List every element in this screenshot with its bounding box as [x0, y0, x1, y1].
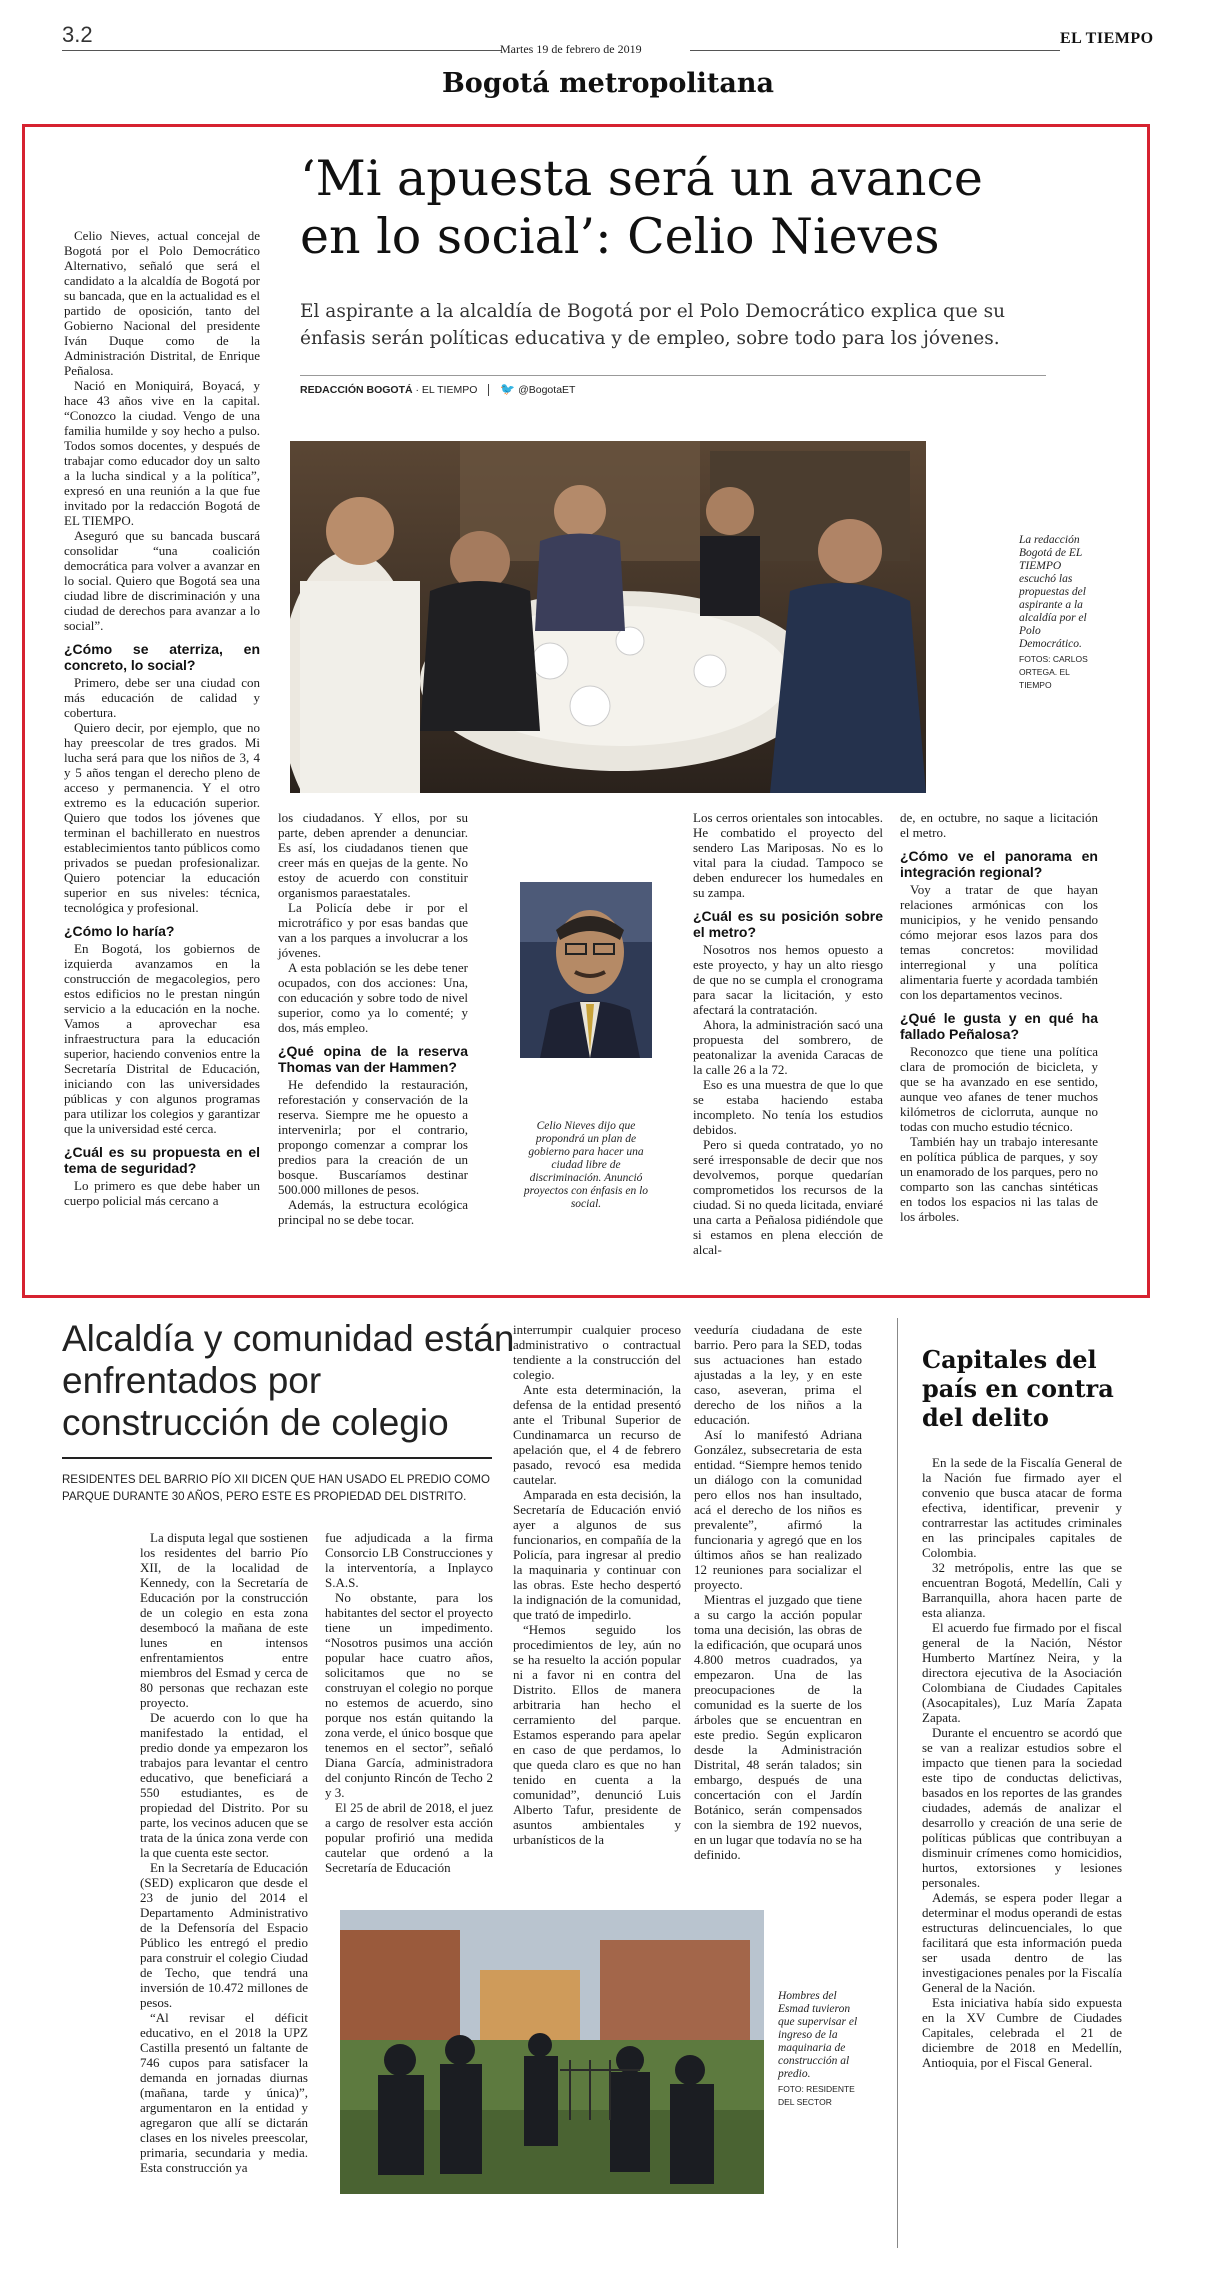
header-rule-right — [690, 50, 1060, 51]
esmad-photo-credit: FOTO: RESIDENTE DEL SECTOR — [778, 2084, 855, 2107]
interview-photo-credit: FOTOS: CARLOS ORTEGA. EL TIEMPO — [1019, 654, 1088, 690]
second-dek: RESIDENTES DEL BARRIO PÍO XII DICEN QUE HAN USADO EL PREDIO COMO PARQUE DURANTE 30 AÑOS, PERO ESTE ES PROPIEDAD DEL DISTRITO. — [62, 1474, 490, 1503]
twitter-bird-icon: 🐦 — [500, 382, 516, 396]
article-paragraph: los ciudadanos. Y ellos, por su parte, deben aprender a denunciar. Es así, los ciudadanos tienen que creer más en quejas de la gente. No estoy de acuerdo con constituir organismos paraestatales. — [278, 810, 468, 900]
byline-author: REDACCIÓN BOGOTÁ — [300, 384, 413, 396]
portrait-illustration — [520, 882, 652, 1058]
article-paragraph: He defendido la restauración, reforestación y conservación de la reserva. Siempre me he opuesto a intervenirla; por el contrario, propongo comenzar a comprar los predios para la creación de un bosque. Buscaríamos destinar 500.000 millones de pesos. — [278, 1077, 468, 1197]
article-paragraph: “Al revisar el déficit educativo, en el 2018 la UPZ Castilla presentó un faltante de 746 cupos para satisfacer la demanda en jornadas diurnas (mañana, tarde y única)”, argumentaron en la entidad y agregaron que allí se dictarán clases en los niveles preescolar, primaria, secundaria y media. Esta construcción ya — [140, 2010, 308, 2175]
article-paragraph: Aseguró que su bancada buscará consolidar “una coalición democrática para volver a avanzar en lo social. Quiero que Bogotá sea una ciudad libre de discriminación y una ciudad de derechos para avanzar a lo social”. — [64, 528, 260, 633]
portrait-caption: Celio Nieves dijo que propondrá un plan de gobierno para hacer una ciudad libre de discriminación. Anunció proyectos con énfasis en lo social. — [523, 1120, 649, 1210]
article-paragraph: fue adjudicada a la firma Consorcio LB Construcciones y la interventoría, a Inplayco S.A.S. — [325, 1530, 493, 1590]
main-headline — [300, 150, 1120, 266]
sidebar-headline: Capitales del país en contra del delito — [922, 1345, 1114, 1432]
sidebar-paragraph: El acuerdo fue firmado por el fiscal general de la Nación, Néstor Humberto Martínez Neira, y la directora ejecutiva de la Asociación Colombiana de Ciudades Capitales (Asocapitales), Luz María Zapata Zapata. — [922, 1620, 1122, 1725]
sidebar-body — [922, 1455, 1122, 2070]
article-paragraph: También hay un trabajo interesante en política pública de parques, y soy un enamorado de los parques, pero no comparto son las canchas sintéticas en todos los espacios ni las talas de los árboles. — [900, 1134, 1098, 1224]
article-paragraph: Pero si queda contratado, yo no seré irresponsable de decir que nos devolvemos, porque quedarían comprometidos los recursos de la ciudad. Si no queda licitada, enviaré una carta a Peñalosa pidiéndole que si estamos en plena elección de alcal- — [693, 1137, 883, 1257]
subhead-question: ¿Cuál es su propuesta en el tema de seguridad? — [64, 1144, 260, 1176]
article-paragraph: Eso es una muestra de que lo que se estaba haciendo estaba incompleto. No tenía los estudios debidos. — [693, 1077, 883, 1137]
subhead-question: ¿Qué opina de la reserva Thomas van der Hammen? — [278, 1043, 468, 1075]
interview-photo-caption — [1019, 534, 1099, 692]
article-paragraph: El 25 de abril de 2018, el juez a cargo de resolver esta acción popular profirió una medida cautelar que ordenó a la Secretaría de Educación — [325, 1800, 493, 1875]
article-paragraph: Ante esta determinación, la defensa de la entidad presentó ante el Tribunal Superior de Cundinamarca un recurso de apelación que, el 4 de febrero pasado, revocó esa medida cautelar. — [513, 1382, 681, 1487]
newspaper-logo: EL TIEMPO — [1060, 30, 1154, 47]
article-paragraph: En la Secretaría de Educación (SED) explicaron que desde el 23 de junio del 2014 el Departamento Administrativo de la Defensoría del Espacio Público les entregó el predio para construir el colegio Ciudad de Techo, que tendrá una inversión de 10.472 millones de pesos. — [140, 1860, 308, 2010]
article-paragraph: A esta población se les debe tener ocupados, con dos acciones: Una, con educación y sobre todo de nivel superior, como ya lo comenté; y dos, más empleo. — [278, 960, 468, 1035]
article-paragraph: de, en octubre, no saque a licitación el metro. — [900, 810, 1098, 840]
sidebar-paragraph: En la sede de la Fiscalía General de la Nación fue firmado ayer el convenio que busca atacar de forma efectiva, identificar, prevenir y contrarrestar las actitudes criminales en las principales capitales de Colombia. — [922, 1455, 1122, 1560]
article-paragraph: Voy a tratar de que hayan relaciones armónicas con los municipios, y he venido pensando cómo mejorar esos lazos para dos temas concretos: movilidad interregional y una política alimentaria fuerte y acordada también con los departamentos vecinos. — [900, 882, 1098, 1002]
twitter-handle[interactable]: @BogotaET — [518, 384, 576, 396]
article-paragraph: Celio Nieves, actual concejal de Bogotá por el Polo Democrático Alternativo, señaló que será el candidato a la alcaldía de Bogotá por su bancada, que en la actualidad es el partido de oposición, tanto del Gobierno Nacional del presidente Iván Duque como de la Administración Distrital, de Enrique Peñalosa. — [64, 228, 260, 378]
interview-photo-caption-text: La redacción Bogotá de EL TIEMPO escuchó las propuestas del aspirante a la alcaldía por el Polo Democrático. — [1019, 534, 1087, 650]
sidebar-divider — [897, 1318, 898, 2248]
second-col-4 — [694, 1322, 862, 1862]
article-paragraph: veeduría ciudadana de este barrio. Pero para la SED, todas sus actuaciones han estado ajustadas a la ley, y en este caso, aseveran, prima el derecho de los niños a la educación. — [694, 1322, 862, 1427]
second-col-3 — [513, 1322, 681, 1847]
subhead-question: ¿Cómo ve el panorama en integración regional? — [900, 848, 1098, 880]
subhead-question: ¿Cómo se aterriza, en concreto, lo social? — [64, 641, 260, 673]
article-paragraph: La Policía debe ir por el microtráfico y por esas bandas que van a los parques a involucrar a los jóvenes. — [278, 900, 468, 960]
header-date: Martes 19 de febrero de 2019 — [500, 42, 642, 56]
section-title: Bogotá metropolitana — [441, 68, 775, 99]
sidebar-paragraph: Esta iniciativa había sido expuesta en la XV Cumbre de Ciudades Capitales, celebrada el 21 de diciembre de 2018 en Medellín, Antioquia, por el Fiscal General. — [922, 1995, 1122, 2070]
byline — [300, 382, 575, 396]
sidebar-paragraph: Además, se espera poder llegar a determinar el modus operandi de estas estructuras delincuenciales, lo que facilitará que esta información pueda ser usada dentro de las investigaciones penales por la Fiscalía General de la Nación. — [922, 1890, 1122, 1995]
esmad-photo — [340, 1910, 764, 2194]
header-rule-left — [62, 50, 502, 51]
esmad-photo-illustration — [340, 1910, 764, 2194]
article-paragraph: Mientras el juzgado que tiene a su cargo la acción popular toma una decisión, las obras de la edificación, que ocupará unos 4.800 metros cuadrados, ya empezaron. Una de las preocupaciones de la comunidad es la suerte de los árboles que se encuentran en este predio. Según explicaron desde la Administración Distrital, 48 serán talados; sin embargo, después de una concertación con el Jardín Botánico, serán compensados con la siembra de 192 nuevos, en un lugar que todavía no se ha definido. — [694, 1592, 862, 1862]
byline-paper: · EL TIEMPO — [415, 384, 478, 396]
main-col-1 — [64, 228, 260, 1208]
second-col-1 — [140, 1530, 308, 2175]
article-paragraph: Nosotros nos hemos opuesto a este proyecto, y hay un alto riesgo de que no se cumpla el cronograma para sacar la licitación, y esto afectará la contratación. — [693, 942, 883, 1017]
sidebar-paragraph: Durante el encuentro se acordó que se van a realizar estudios sobre el impacto que tienen para la sociedad este tipo de conductas delictivas, basados en los reportes de las grandes ciudades, además de analizar el desarrollo y creación de una serie de políticas públicas que contribuyan a disminuir crímenes como homicidios, hurtos, extorsiones y lesiones personales. — [922, 1725, 1122, 1890]
main-col-2 — [278, 810, 468, 1227]
byline-rule-top — [300, 375, 1046, 376]
esmad-photo-caption-text: Hombres del Esmad tuvieron que supervisar el ingreso de la maquinaria de construcción al predio. — [778, 1990, 858, 2080]
article-paragraph: Primero, debe ser una ciudad con más educación de calidad y cobertura. — [64, 675, 260, 720]
article-paragraph: Nació en Moniquirá, Boyacá, y hace 43 años vive en la capital. “Conozco la ciudad. Vengo de una familia humilde y soy hecho a pulso. Todos somos docentes, y después de trabajar como educador doy un salto a la lucha sindical y a la política”, expresó en una reunión a la que fue invitado por la redacción Bogotá de EL TIEMPO. — [64, 378, 260, 528]
subhead-question: ¿Cómo lo haría? — [64, 923, 175, 939]
article-paragraph: En Bogotá, los gobiernos de izquierda avanzamos en la construcción de megacolegios, pero estos edificios no le prestan ningún servicio a la educación en la noche. Vamos a aprovechar esa infraestructura para la educación superior, haciendo convenios entre la Secretaría Distrital de Educación, iniciando con las universidades públicas y con algunos programas para utilizar los colegios y garantizar que la universidad esté cerca. — [64, 941, 260, 1136]
second-col-2 — [325, 1530, 493, 1875]
article-paragraph: No obstante, para los habitantes del sector el proyecto tiene un impedimento. “Nosotros pusimos una acción popular hace cuatro años, solicitamos que no se construyan el colegio no porque no estemos de acuerdo, sino porque nos están quitando la zona verde, el único bosque que tenemos en el sector”, señaló Diana García, administradora del conjunto Rincón de Techo 2 y 3. — [325, 1590, 493, 1800]
main-dek: El aspirante a la alcaldía de Bogotá por el Polo Democrático explica que su énfasis serán políticas educativa y de empleo, sobre todo para los jóvenes. — [300, 301, 1005, 349]
second-headline: Alcaldía y comunidad están enfrentados por construcción de colegio — [62, 1318, 515, 1443]
article-paragraph: Así lo manifestó Adriana González, subsecretaria de esta entidad. “Siempre hemos tenido un diálogo con la comunidad pero ellos nos han insultado, acá el derecho de los niños es prevalente”, afirmó la funcionaria y agregó que en los últimos años se han realizado 12 reuniones para socializar el proyecto. — [694, 1427, 862, 1592]
second-headline-rule — [62, 1457, 492, 1459]
interview-photo-illustration — [290, 441, 926, 793]
esmad-photo-caption — [778, 1990, 862, 2109]
article-paragraph: Lo primero es que debe haber un cuerpo policial más cercano a — [64, 1178, 260, 1208]
main-col-4 — [900, 810, 1098, 1224]
article-paragraph: Quiero decir, por ejemplo, que no hay preescolar de tres grados. Mi lucha será para que los niños de 3, 4 y 5 años tengan el derecho pleno de acceso y permanencia. Y el otro extremo es la educación superior. Quiero que todos los jóvenes que terminan el bachillerato en nuestros establecimientos tanto públicos como privados se puedan profesionalizar. Quiero potenciar la educación superior en sus niveles: técnica, tecnológica y profesional. — [64, 720, 260, 915]
main-col-3 — [693, 810, 883, 1257]
article-paragraph: De acuerdo con lo que ha manifestado la entidad, el predio donde ya empezaron los trabajos para levantar el centro educativo, que beneficiará a 550 estudiantes, es de propiedad del Distrito. Por su parte, los vecinos aducen que se trata de la única zona verde con la que cuenta este sector. — [140, 1710, 308, 1860]
article-paragraph: La disputa legal que sostienen los residentes del barrio Pío XII, de la localidad de Kennedy, con la Secretaría de Educación por la construcción de un colegio en esta zona desembocó la mañana de este lunes en intensos enfrentamientos entre miembros del Esmad y cerca de 80 personas que rechazan este proyecto. — [140, 1530, 308, 1710]
interview-photo — [290, 441, 926, 793]
subhead-question: ¿Cuál es su posición sobre el metro? — [693, 908, 883, 940]
article-paragraph: Ahora, la administración sacó una propuesta del sombrero, de peatonalizar la avenida Caracas de la calle 26 a la 72. — [693, 1017, 883, 1077]
article-paragraph: “Hemos seguido los procedimientos de ley, aún no se ha resuelto la acción popular ni a favor ni en contra del Distrito. Ellos de manera arbitraria han hecho el cerramiento del parque. Estamos esperando para apelar en caso de que perdamos, lo que queda claro es que no han tenido en cuenta a la comunidad”, denunció Luis Alberto Tafur, presidente de asuntos ambientales y urbanísticos de la — [513, 1622, 681, 1847]
headline-line-2: en lo social’: Celio Nieves — [300, 208, 940, 265]
sidebar-paragraph: 32 metrópolis, entre las que se encuentran Bogotá, Medellín, Cali y Barranquilla, ahora hacen parte de esta alianza. — [922, 1560, 1122, 1620]
article-paragraph: Amparada en esta decisión, la Secretaría de Educación envió ayer a algunos de sus funcionarios, en compañía de la Policía, para ingresar al predio la maquinaria y continuar con las obras. Este hecho despertó la indignación de la comunidad, que trató de impedirlo. — [513, 1487, 681, 1622]
article-paragraph: Reconozco que tiene una política clara de promoción de bicicleta, y que se ha avanzado en ese sentido, aunque veo afanes de tener muchos kilómetros de ciclorruta, aunque no todas con mucho estudio técnico. — [900, 1044, 1098, 1134]
subhead-question: ¿Qué le gusta y en qué ha fallado Peñalosa? — [900, 1010, 1098, 1042]
page-number: 3.2 — [62, 22, 93, 47]
celio-nieves-portrait — [520, 882, 652, 1058]
article-paragraph: Los cerros orientales son intocables. He combatido el proyecto del sendero Las Mariposas. No es lo vital para la ciudad. Tampoco se deben endurecer los humedales en su zampa. — [693, 810, 883, 900]
article-paragraph: interrumpir cualquier proceso administrativo o contractual tendiente a la construcción del colegio. — [513, 1322, 681, 1382]
article-paragraph: Además, la estructura ecológica principal no se debe tocar. — [278, 1197, 468, 1227]
headline-line-1: ‘Mi apuesta será un avance — [300, 150, 983, 207]
